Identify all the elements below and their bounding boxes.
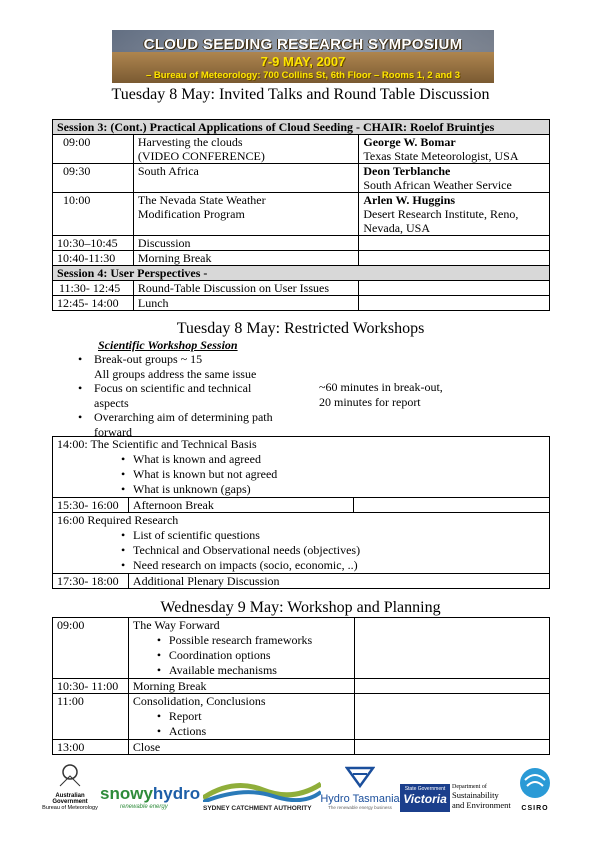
- logo-text: Australian Government: [52, 793, 88, 805]
- symposium-banner: [112, 30, 494, 83]
- hydro-mark-icon: [345, 766, 375, 788]
- speaker-cell: [359, 135, 550, 164]
- list-item: • Break-out groups ~ 15: [76, 352, 296, 367]
- timing-note-line: ~60 minutes in break-out,: [319, 380, 443, 394]
- csiro-logo: [515, 766, 555, 812]
- list-item: • Coordination options: [153, 648, 350, 663]
- heading-wednesday: Wednesday 9 May: Workshop and Planning: [160, 599, 441, 616]
- topic-cell: [128, 618, 354, 679]
- time-cell: 09:30: [53, 164, 134, 193]
- table-row: [53, 164, 550, 193]
- speaker-cell: [359, 164, 550, 193]
- topic-title: Consolidation, Conclusions: [132, 694, 266, 708]
- banner-dates: 7-9 MAY, 2007: [260, 54, 346, 69]
- topic-cell: Morning Break: [128, 679, 354, 694]
- speaker-name: Arlen W. Huggins: [363, 193, 456, 207]
- logo-text: The renewable energy business: [328, 805, 392, 810]
- tech-basis-block: [53, 437, 550, 498]
- table-row: [53, 513, 550, 574]
- topic-cell: Afternoon Break: [128, 498, 354, 513]
- list-item: • Technical and Observational needs (objectives): [117, 543, 545, 558]
- logo-text: and Environment: [452, 800, 511, 810]
- list-item: • Available mechanisms: [153, 663, 350, 678]
- time-cell: 10:30–10:45: [53, 236, 134, 251]
- list-item: All groups address the same issue: [94, 366, 257, 381]
- time-cell: 17:30- 18:00: [53, 574, 129, 589]
- catchment-wave-icon: [203, 776, 321, 802]
- empty-cell: [354, 694, 549, 740]
- list-item: • What is unknown (gaps): [117, 482, 545, 497]
- topic-list: [133, 633, 350, 678]
- csiro-circle-icon: [518, 766, 552, 800]
- list-item: • Possible research frameworks: [153, 633, 350, 648]
- sponsor-logos: [40, 762, 560, 822]
- restricted-workshops-table: [52, 436, 550, 589]
- time-cell: 13:00: [53, 740, 129, 755]
- time-cell: 15:30- 16:00: [53, 498, 129, 513]
- snowy-hydro-logo: [100, 784, 200, 810]
- speaker-cell: [359, 296, 550, 311]
- speaker-cell: [359, 251, 550, 266]
- topic-cell: [128, 694, 354, 740]
- time-cell: 09:00: [53, 618, 129, 679]
- banner-title: CLOUD SEEDING RESEARCH SYMPOSIUM: [143, 36, 463, 53]
- topic-cell: Round-Table Discussion on User Issues: [133, 281, 359, 296]
- table-row: [53, 135, 550, 164]
- table-row: [53, 740, 550, 755]
- list-item: • Overarching aim of determining path forward: [76, 410, 284, 439]
- table-row: [53, 574, 550, 589]
- heading-restricted-workshops: Tuesday 8 May: Restricted Workshops: [176, 320, 425, 337]
- topic-cell: Close: [128, 740, 354, 755]
- victoria-logo: [400, 784, 450, 812]
- session3-table: [52, 119, 550, 311]
- required-research-block: [53, 513, 550, 574]
- table-row: [53, 437, 550, 498]
- list-item: • What is known but not agreed: [117, 467, 545, 482]
- time-cell: 10:00: [53, 193, 134, 236]
- logo-text: snowy: [100, 784, 153, 803]
- session3-header: Session 3: (Cont.) Practical Applications of Cloud Seeding - CHAIR: Roelof Bruintjes: [53, 120, 550, 135]
- heading-invited-talks: Tuesday 8 May: Invited Talks and Round Table Discussion: [111, 86, 490, 103]
- table-row: [53, 618, 550, 679]
- speaker-cell: [359, 236, 550, 251]
- logo-text: SYDNEY CATCHMENT AUTHORITY: [203, 805, 312, 812]
- sca-logo: [203, 776, 323, 812]
- logo-text: Tasmania: [352, 793, 400, 805]
- block-list: [57, 528, 545, 573]
- table-row: [53, 251, 550, 266]
- logo-text: CSIRO: [521, 805, 549, 812]
- banner-venue: – Bureau of Meteorology: 700 Collins St, 6th Floor – Rooms 1, 2 and 3: [145, 70, 461, 81]
- logo-text: State Government: [404, 786, 446, 792]
- topic-cell: [133, 193, 359, 236]
- workshop-session-title: Scientific Workshop Session: [98, 338, 238, 352]
- time-cell: 09:00: [53, 135, 134, 164]
- block-title: 14:00: The Scientific and Technical Basis: [57, 437, 257, 451]
- topic-cell: Additional Plenary Discussion: [128, 574, 549, 589]
- session3-header-row: [53, 120, 550, 135]
- list-item: • Report: [153, 709, 350, 724]
- empty-cell: [354, 679, 549, 694]
- table-row: [53, 498, 550, 513]
- hydro-tasmania-logo: [320, 766, 400, 810]
- workshop-timing-note: [319, 380, 443, 409]
- list-item: • Focus on scientific and technical aspects: [76, 381, 264, 410]
- table-row: [53, 236, 550, 251]
- logo-text: Hydro: [320, 793, 350, 805]
- logo-text: Sustainability: [452, 790, 499, 800]
- block-list: [57, 452, 545, 497]
- time-cell: 11:30- 12:45: [53, 281, 134, 296]
- logo-text: renewable energy: [120, 804, 168, 810]
- speaker-affiliation: Nevada, USA: [363, 221, 431, 235]
- table-row: [53, 193, 550, 236]
- speaker-affiliation: South African Weather Service: [363, 178, 512, 192]
- topic-cell: Lunch: [133, 296, 359, 311]
- list-item: • Need research on impacts (socio, economic, ..): [117, 558, 545, 573]
- table-row: [53, 694, 550, 740]
- topic-list: [133, 709, 350, 739]
- topic-cell: South Africa: [133, 164, 359, 193]
- topic-cell: Discussion: [133, 236, 359, 251]
- logo-text: Victoria: [403, 792, 447, 806]
- table-row: [53, 296, 550, 311]
- timing-note-line: 20 minutes for report: [319, 394, 421, 409]
- time-cell: 12:45- 14:00: [53, 296, 134, 311]
- dse-logo: [452, 784, 512, 810]
- wednesday-table: [52, 617, 550, 755]
- topic-line: Harvesting the clouds: [137, 135, 243, 149]
- time-cell: 11:00: [53, 694, 129, 740]
- speaker-cell: [359, 281, 550, 296]
- workshop-list: [76, 352, 296, 439]
- speaker-cell: [359, 193, 550, 236]
- session4-header-row: [53, 266, 550, 281]
- topic-line: Modification Program: [137, 207, 245, 221]
- topic-cell: Morning Break: [133, 251, 359, 266]
- time-cell: 10:40-11:30: [53, 251, 134, 266]
- bom-logo: [40, 762, 100, 811]
- session4-header: Session 4: User Perspectives -: [53, 266, 550, 281]
- empty-cell: [354, 498, 550, 513]
- speaker-name: Deon Terblanche: [363, 164, 451, 178]
- topic-title: The Way Forward: [132, 618, 220, 632]
- table-row: [53, 281, 550, 296]
- list-item: • Actions: [153, 724, 350, 739]
- topic-line: The Nevada State Weather: [137, 193, 266, 207]
- empty-cell: [354, 618, 549, 679]
- topic-cell: [133, 135, 359, 164]
- speaker-affiliation: Texas State Meteorologist, USA: [363, 149, 519, 163]
- speaker-name: George W. Bomar: [363, 135, 456, 149]
- block-title: 16:00 Required Research: [57, 513, 179, 527]
- list-item: • What is known and agreed: [117, 452, 545, 467]
- empty-cell: [354, 740, 549, 755]
- topic-line: (VIDEO CONFERENCE): [137, 149, 265, 163]
- list-item: • List of scientific questions: [117, 528, 545, 543]
- logo-text: Bureau of Meteorology: [42, 805, 98, 811]
- speaker-affiliation: Desert Research Institute, Reno,: [363, 207, 519, 221]
- table-row: [53, 679, 550, 694]
- logo-text: Department of: [452, 784, 487, 790]
- time-cell: 10:30- 11:00: [53, 679, 129, 694]
- logo-text: hydro: [152, 784, 201, 803]
- coat-of-arms-icon: [55, 762, 85, 788]
